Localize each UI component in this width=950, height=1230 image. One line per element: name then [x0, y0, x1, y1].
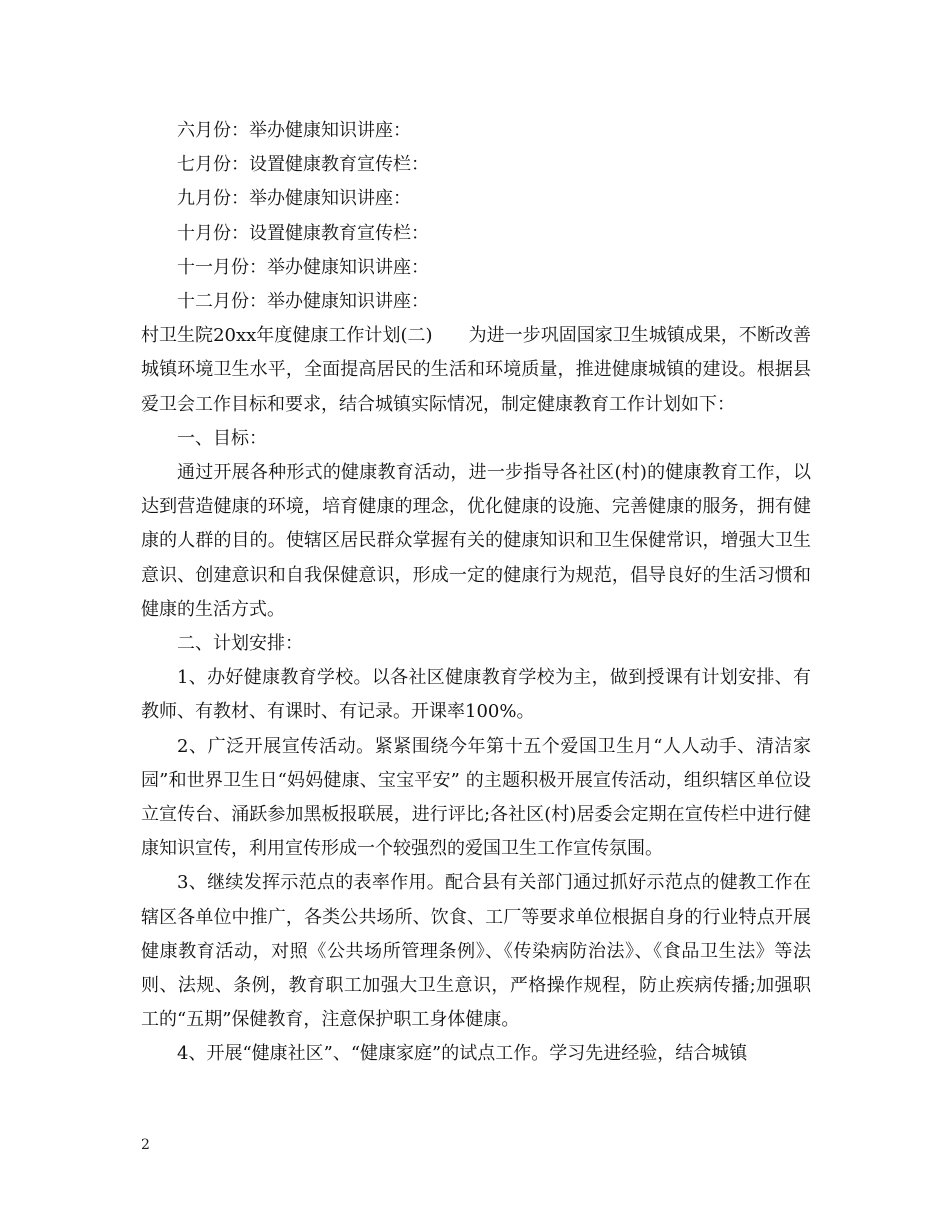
- plan-item-3: 3、继续发挥示范点的表率作用。配合县有关部门通过抓好示范点的健教工作在辖区各单位中推广，各类公共场所、饮食、工厂等要求单位根据自身的行业特点开展健康教育活动，对照《公共场所管理条例》、《传染病防治法》、《食品卫生法》等法则、法规、条例，教育职工加强大卫生意识，严格操作规程，防止疾病传播;加强职工的“五期”保健教育，注意保护职工身体健康。: [141, 872, 811, 1031]
- plan-item-2: 2、广泛开展宣传活动。紧紧围绕今年第十五个爱国卫生月“人人动手、清洁家园”和世界卫生日“妈妈健康、宝宝平安” 的主题积极开展宣传活动，组织辖区单位设立宣传台、涌跃参加黑板报联展，进行评比;各社区(村)居委会定期在宣传栏中进行健康知识宣传，利用宣传形成一个较强烈的爱国卫生工作宣传氛围。: [141, 735, 811, 860]
- goals-paragraph: 通过开展各种形式的健康教育活动，进一步指导各社区(村)的健康教育工作，以达到营造健康的环境，培育健康的理念，优化健康的设施、完善健康的服务，拥有健康的人群的目的。使辖区居民群众掌握有关的健康知识和卫生保健常识，增强大卫生意识、创建意识和自我保健意识，形成一定的健康行为规范，倡导良好的生活习惯和健康的生活方式。: [141, 462, 811, 620]
- page-number: 2: [141, 1137, 150, 1153]
- plan-item-1: 1、办好健康教育学校。以各社区健康教育学校为主，做到授课有计划安排、有教师、有教材、有课时、有记录。开课率100%。: [141, 667, 811, 723]
- schedule-june: 六月份：举办健康知识讲座：: [177, 120, 411, 141]
- section-heading-goals: 一、目标：: [177, 427, 267, 449]
- schedule-july: 七月份：设置健康教育宣传栏：: [177, 154, 429, 176]
- schedule-september: 九月份：举办健康知识讲座：: [177, 188, 411, 210]
- schedule-october: 十月份：设置健康教育宣传栏：: [177, 222, 429, 244]
- section-heading-plan: 二、计划安排：: [177, 633, 303, 655]
- plan-two-intro: 村卫生院20xx年度健康工作计划(二) 为进一步巩固国家卫生城镇成果，不断改善城镇环境卫生水平，全面提高居民的生活和环境质量，推进健康城镇的建设。根据县爱卫会工作目标和要求，结合城镇实际情况，制定健康教育工作计划如下：: [141, 325, 811, 415]
- schedule-december: 十二月份：举办健康知识讲座：: [177, 291, 429, 313]
- document-body: [141, 114, 811, 1072]
- plan-item-4: 4、开展“健康社区”、“健康家庭”的试点工作。学习先进经验，结合城镇: [177, 1043, 748, 1065]
- schedule-november: 十一月份：举办健康知识讲座：: [177, 256, 429, 278]
